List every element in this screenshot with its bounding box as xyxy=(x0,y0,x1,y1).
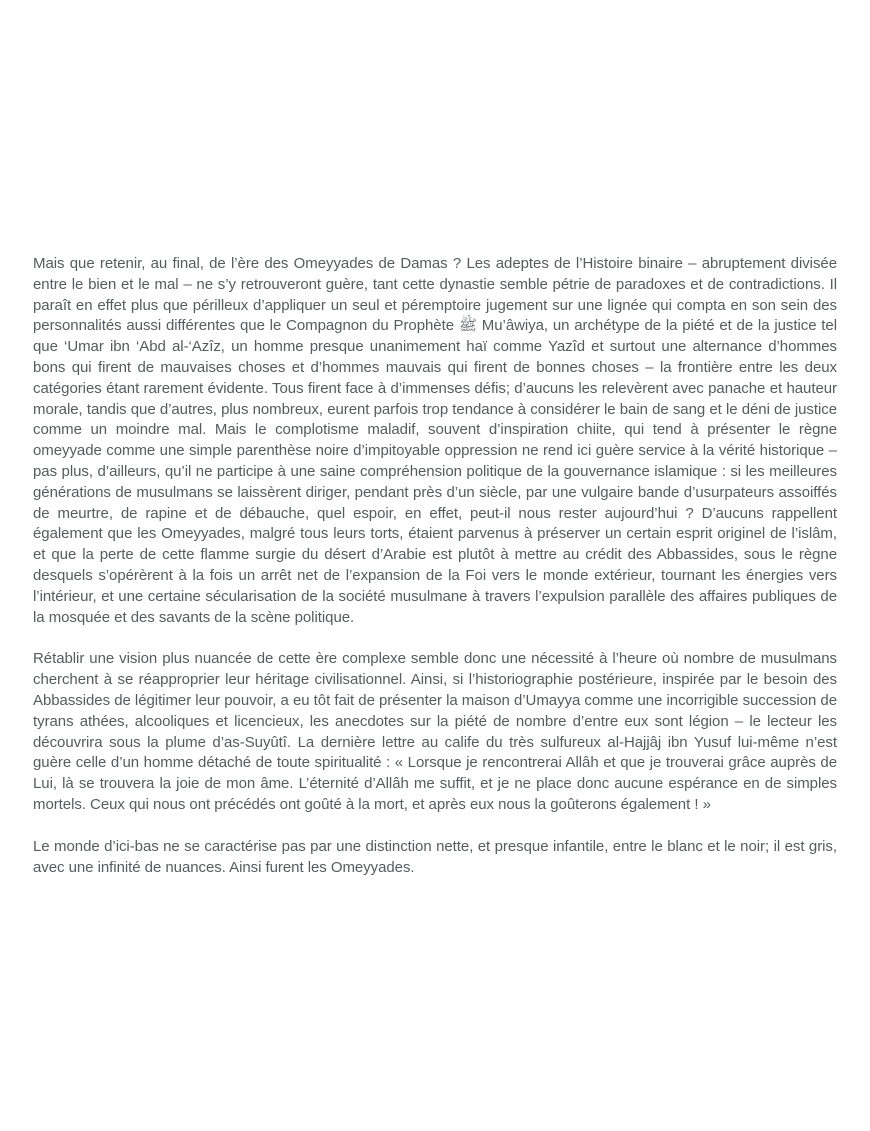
paragraph-2: Rétablir une vision plus nuancée de cette ère complexe semble donc une nécessité à l’heure où nombre de musulmans cherchent à se réapproprier leur héritage civilisationnel. Ainsi, si l’historiographie postérieure, inspirée par le besoin des Abbassides de légitimer leur pouvoir, a eu tôt fait de présenter la maison d’Umayya comme une incorrigible succession de tyrans athées, alcooliques et licencieux, les anecdotes sur la piété de nombre d’entre eux sont légion – le lecteur les découvrira sous la plume d’as-Suyûtî. La dernière lettre au calife du très sulfureux al-Hajjâj ibn Yusuf lui-même n’est guère celle d’un homme détaché de toute spiritualité : « Lorsque je rencontrerai Allâh et que je trouverai grâce auprès de Lui, là se trouvera la joie de mon âme. L’éternité d’Allâh me suffit, et je ne place donc aucune espérance en de simples mortels. Ceux qui nous ont précédés ont goûté à la mort, et après eux nous la goûterons également ! » xyxy=(33,650,837,813)
paragraph-3: Le monde d’ici-bas ne se caractérise pas par une distinction nette, et presque infantile, entre le blanc et le noir; il est gris, avec une infinité de nuances. Ainsi furent les Omeyyades. xyxy=(33,837,837,876)
paragraph-1: Mais que retenir, au final, de l’ère des Omeyyades de Damas ? Les adeptes de l’Histoire binaire – abruptement divisée entre le bien et le mal – ne s’y retrouveront guère, tant cette dynastie semble pétrie de paradoxes et de contradictions. Il paraît en effet plus que périlleux d’appliquer un seul et péremptoire jugement sur une lignée qui compta en son sein des personnalités aussi différentes que le Compagnon du Prophète ﷺ Mu’âwiya, un archétype de la piété et de la justice tel que ‘Umar ibn ‘Abd al-‘Azîz, un homme presque unanimement haï comme Yazîd et surtout une alternance d’hommes bons qui firent de mauvaises choses et d’hommes mauvais qui firent de bonnes choses – la frontière entre les deux catégories étant rarement évidente. Tous firent face à d’immenses défis; d’aucuns les relevèrent avec panache et hauteur morale, tandis que d’autres, plus nombreux, eurent parfois trop tendance à considérer le bain de sang et le déni de justice comme un moindre mal. Mais le complotisme maladif, souvent d’inspiration chiite, qui tend à présenter le règne omeyyade comme une simple parenthèse noire d’impitoyable oppression ne rend ici guère service à la vérité historique – pas plus, d’ailleurs, qu’il ne participe à une saine compréhension politique de la gouvernance islamique : si les meilleures générations de musulmans se laissèrent diriger, pendant près d’un siècle, par une vulgaire bande d’usurpateurs assoiffés de meurtre, de rapine et de débauche, quel espoir, en effet, peut-il nous rester aujourd’hui ? D’aucuns rappellent également que les Omeyyades, malgré tous leurs torts, étaient parvenus à préserver un certain esprit originel de l’islâm, et que la perte de cette flamme surgie du désert d’Arabie est plutôt à mettre au crédit des Abbassides, sous le règne desquels s’opérèrent à la fois un arrêt net de l’expansion de la Foi vers le monde extérieur, tournant les énergies vers l’intérieur, et une certaine sécularisation de la société musulmane à travers l’expulsion parallèle des affaires publiques de la mosquée et des savants de la scène politique. xyxy=(33,255,837,626)
article-body xyxy=(33,254,837,899)
